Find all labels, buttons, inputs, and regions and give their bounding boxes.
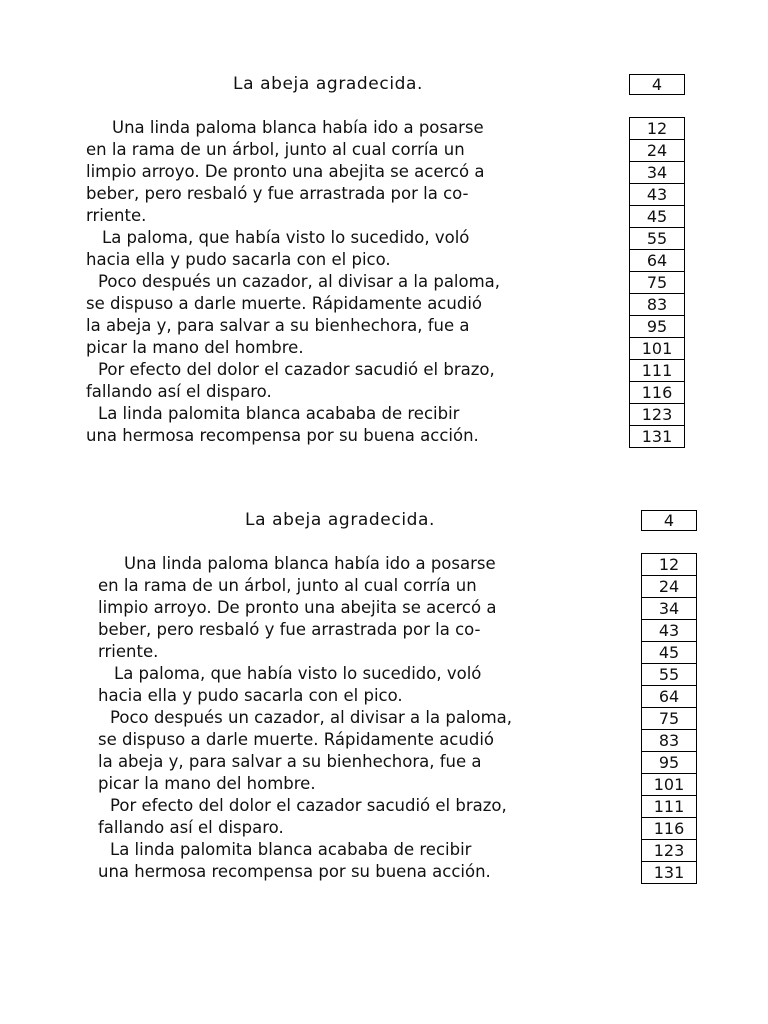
line-word-count-cell: 45: [630, 206, 684, 228]
passage-line: [98, 663, 650, 685]
line-word-count-cell: 95: [642, 752, 696, 774]
passage-line-text: Una linda paloma blanca había ido a posarse: [124, 554, 496, 573]
passage-line: [86, 359, 638, 381]
passage-line-text: una hermosa recompensa por su buena acción.: [98, 862, 491, 881]
passage-line: [86, 337, 638, 359]
passage-line: [98, 795, 650, 817]
line-word-count-cell: 64: [642, 686, 696, 708]
passage-line-text: fallando así el disparo.: [98, 818, 284, 837]
line-word-count-cell: 111: [642, 796, 696, 818]
passage-line: [86, 183, 638, 205]
line-word-count-cell: 123: [642, 840, 696, 862]
line-word-count-cell: 101: [642, 774, 696, 796]
passage-line: [98, 817, 650, 839]
passage-line-text: una hermosa recompensa por su buena acción.: [86, 426, 479, 445]
passage-line-text: rriente.: [98, 642, 159, 661]
line-word-count-cell: 45: [642, 642, 696, 664]
line-word-count-cell: 75: [642, 708, 696, 730]
passage-text-lines: [98, 553, 650, 883]
line-word-count-cell: 123: [630, 404, 684, 426]
passage-line-text: La paloma, que había visto lo sucedido, voló: [114, 664, 482, 683]
line-word-count-cell: 64: [630, 250, 684, 272]
passage-line-text: La linda palomita blanca acababa de recibir: [98, 404, 460, 423]
line-word-count-cell: 131: [642, 862, 696, 884]
passage-line: [98, 839, 650, 861]
passage-line-text: Poco después un cazador, al divisar a la paloma,: [98, 272, 501, 291]
line-word-count-cell: 111: [630, 360, 684, 382]
passage-line-text: en la rama de un árbol, junto al cual corría un: [86, 140, 465, 159]
line-word-count-cell: 43: [642, 620, 696, 642]
passage-line-text: limpio arroyo. De pronto una abejita se acercó a: [86, 162, 485, 181]
line-word-count-cell: 24: [642, 576, 696, 598]
passage-line: [98, 641, 650, 663]
line-word-count-cell: 43: [630, 184, 684, 206]
passage-line-text: La paloma, que había visto lo sucedido, voló: [102, 228, 470, 247]
passage-line: [86, 293, 638, 315]
passage-line-text: Por efecto del dolor el cazador sacudió el brazo,: [98, 360, 495, 379]
line-word-count-cell: 83: [630, 294, 684, 316]
passage-line: [98, 707, 650, 729]
passage-line: [86, 425, 638, 447]
line-word-count-cell: 131: [630, 426, 684, 448]
passage-line-text: limpio arroyo. De pronto una abejita se acercó a: [98, 598, 497, 617]
passage-line: [86, 271, 638, 293]
passage-line-text: se dispuso a darle muerte. Rápidamente acudió: [86, 294, 482, 313]
passage-line-text: fallando así el disparo.: [86, 382, 272, 401]
line-word-count-cell: 75: [630, 272, 684, 294]
title-word-count-box: 4: [641, 510, 697, 531]
passage-line: [86, 315, 638, 337]
passage-line: [86, 161, 638, 183]
cumulative-word-count-column: [641, 553, 697, 884]
line-word-count-cell: 116: [642, 818, 696, 840]
passage-line-text: rriente.: [86, 206, 147, 225]
line-word-count-cell: 12: [630, 118, 684, 140]
passage-line-text: la abeja y, para salvar a su bienhechora, fue a: [86, 316, 470, 335]
passage-line-text: Una linda paloma blanca había ido a posarse: [112, 118, 484, 137]
passage-line: [98, 575, 650, 597]
passage-line: [86, 227, 638, 249]
line-word-count-cell: 34: [642, 598, 696, 620]
passage-line: [98, 751, 650, 773]
passage-line: [86, 403, 638, 425]
passage-line: [98, 597, 650, 619]
passage-line: [98, 553, 650, 575]
passage-line: [98, 729, 650, 751]
line-word-count-cell: 24: [630, 140, 684, 162]
passage-line-text: se dispuso a darle muerte. Rápidamente acudió: [98, 730, 494, 749]
passage-line: [86, 139, 638, 161]
passage-line-text: beber, pero resbaló y fue arrastrada por la co-: [86, 184, 469, 203]
line-word-count-cell: 55: [630, 228, 684, 250]
passage-line: [86, 249, 638, 271]
line-word-count-cell: 83: [642, 730, 696, 752]
title-word-count-box: 4: [629, 74, 685, 95]
passage-line-text: Por efecto del dolor el cazador sacudió el brazo,: [110, 796, 507, 815]
passage-line: [98, 861, 650, 883]
passage-title: La abeja agradecida.: [245, 510, 436, 530]
passage-line: [98, 619, 650, 641]
passage-line: [98, 773, 650, 795]
line-word-count-cell: 34: [630, 162, 684, 184]
passage-line: [86, 205, 638, 227]
line-word-count-cell: 12: [642, 554, 696, 576]
line-word-count-cell: 95: [630, 316, 684, 338]
passage-line: [98, 685, 650, 707]
passage-line-text: la abeja y, para salvar a su bienhechora, fue a: [98, 752, 482, 771]
line-word-count-cell: 101: [630, 338, 684, 360]
passage-title: La abeja agradecida.: [233, 74, 424, 94]
passage-text-lines: [86, 117, 638, 447]
passage-line-text: Poco después un cazador, al divisar a la paloma,: [110, 708, 513, 727]
passage-line-text: hacia ella y pudo sacarla con el pico.: [86, 250, 391, 269]
cumulative-word-count-column: [629, 117, 685, 448]
passage-line: [86, 381, 638, 403]
passage-line-text: picar la mano del hombre.: [98, 774, 316, 793]
line-word-count-cell: 116: [630, 382, 684, 404]
passage-line: [86, 117, 638, 139]
passage-line-text: beber, pero resbaló y fue arrastrada por la co-: [98, 620, 481, 639]
passage-line-text: en la rama de un árbol, junto al cual corría un: [98, 576, 477, 595]
line-word-count-cell: 55: [642, 664, 696, 686]
passage-line-text: picar la mano del hombre.: [86, 338, 304, 357]
passage-line-text: La linda palomita blanca acababa de recibir: [110, 840, 472, 859]
passage-line-text: hacia ella y pudo sacarla con el pico.: [98, 686, 403, 705]
